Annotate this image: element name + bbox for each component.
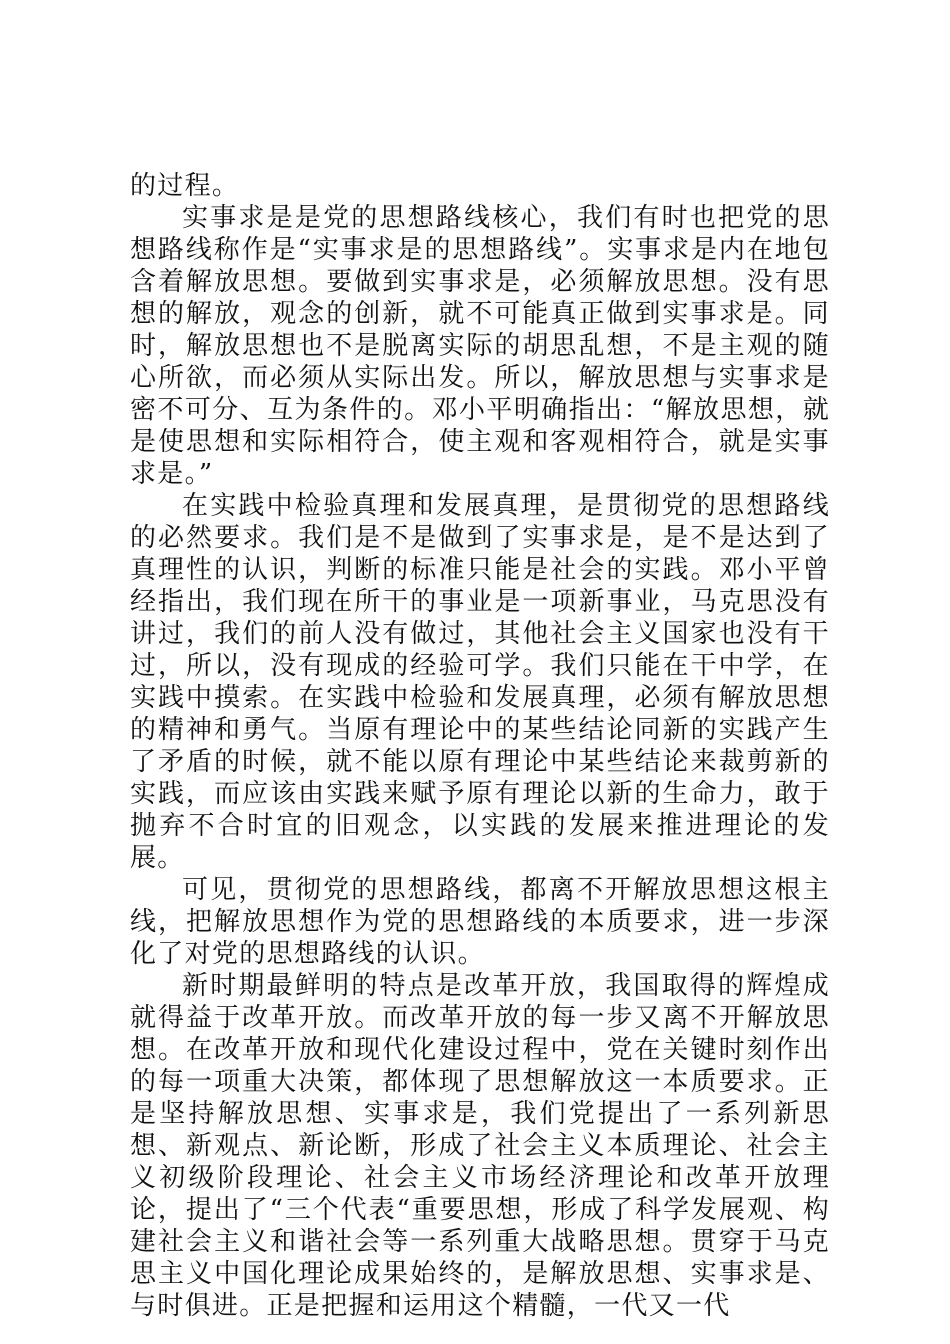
paragraph-conclusion: 可见，贯彻党的思想路线，都离不开解放思想这根主线，把解放思想作为党的思想路线的本质要求，进一步深化了对党的思想路线的认识。	[130, 875, 830, 969]
document-body	[130, 170, 830, 1322]
paragraph-shishiqiushi-core: 实事求是是党的思想路线核心，我们有时也把党的思想路线称作是“实事求是的思想路线”。实事求是内在地包含着解放思想。要做到实事求是，必须解放思想。没有思想的解放，观念的创新，就不可能真正做到实事求是。同时，解放思想也不是脱离实际的胡思乱想，不是主观的随心所欲，而必须从实际出发。所以，解放思想与实事求是密不可分、互为条件的。邓小平明确指出：“解放思想，就是使思想和实际相符合，使主观和客观相符合，就是实事求是。”	[130, 203, 830, 489]
paragraph-continuation: 的过程。	[130, 171, 240, 201]
paragraph-reform-opening: 新时期最鲜明的特点是改革开放，我国取得的辉煌成就得益于改革开放。而改革开放的每一步又离不开解放思想。在改革开放和现代化建设过程中，党在关键时刻作出的每一项重大决策，都体现了思想解放这一本质要求。正是坚持解放思想、实事求是，我们党提出了一系列新思想、新观点、新论断，形成了社会主义本质理论、社会主义初级阶段理论、社会主义市场经济理论和改革开放理论，提出了“三个代表“重要思想，形成了科学发展观、构建社会主义和谐社会等一系列重大战略思想。贯穿于马克思主义中国化理论成果始终的，是解放思想、实事求是、与时俱进。正是把握和运用这个精髓，一代又一代	[130, 971, 830, 1321]
paragraph-practice-truth: 在实践中检验真理和发展真理，是贯彻党的思想路线的必然要求。我们是不是做到了实事求是，是不是达到了真理性的认识，判断的标准只能是社会的实践。邓小平曾经指出，我们现在所干的事业是一项新事业，马克思没有讲过，我们的前人没有做过，其他社会主义国家也没有干过，所以，没有现成的经验可学。我们只能在干中学，在实践中摸索。在实践中检验和发展真理，必须有解放思想的精神和勇气。当原有理论中的某些结论同新的实践产生了矛盾的时候，就不能以原有理论中某些结论来裁剪新的实践，而应该由实践来赋予原有理论以新的生命力，敢于抛弃不合时宜的旧观念，以实践的发展来推进理论的发展。	[130, 491, 830, 873]
